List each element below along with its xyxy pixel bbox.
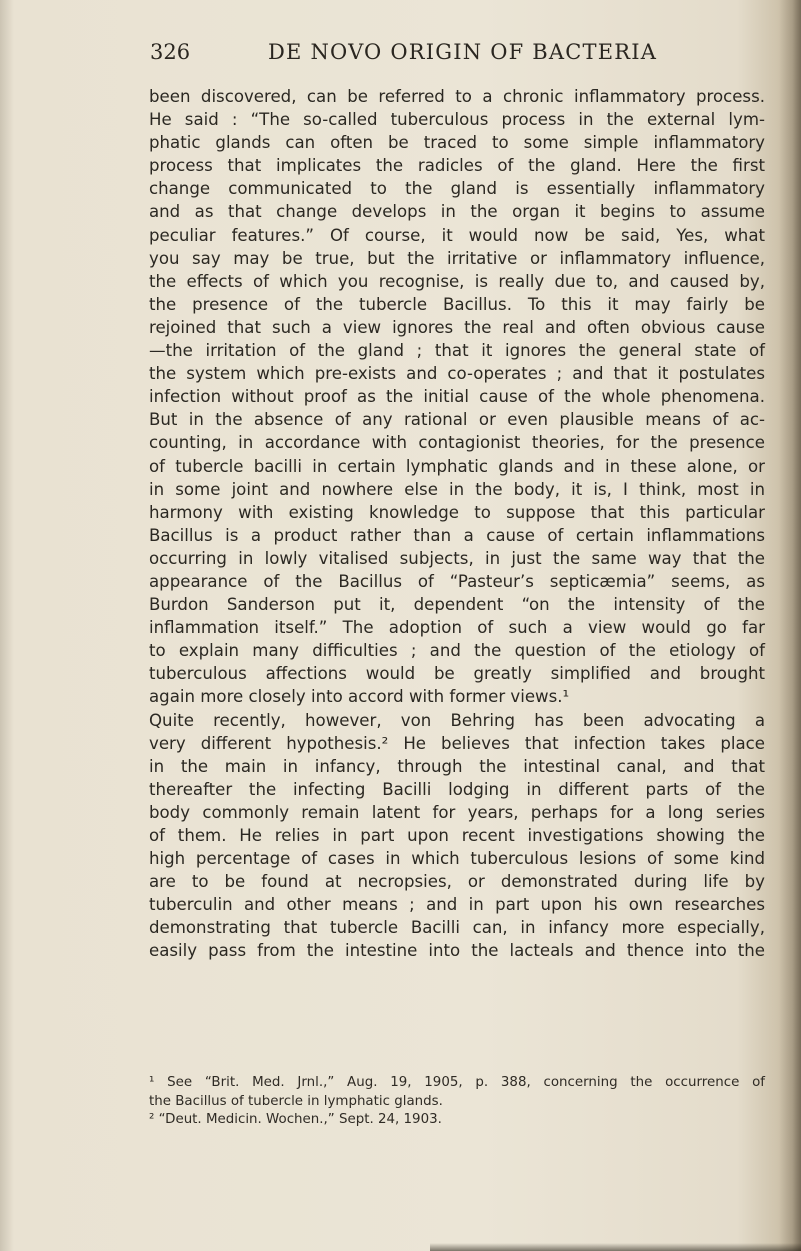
footnote-line: the Bacillus of tubercle in lymphatic glands. (149, 1093, 443, 1109)
text-line: Quite recently, however, von Behring has been advocating a (149, 710, 765, 730)
text-line: He said : “The so-called tuberculous process in the external lym- (149, 110, 765, 130)
text-line: inflammation itself.” The adoption of such a view would go far (149, 618, 765, 638)
page-header (150, 40, 770, 76)
text-line: again more closely into accord with former views.¹ (149, 687, 570, 707)
text-line: the presence of the tubercle Bacillus. To this it may fairly be (149, 294, 765, 314)
text-line: appearance of the Bacillus of “Pasteur’s septicæmia” seems, as (149, 571, 765, 591)
footnote-line: ² “Deut. Medicin. Wochen.,” Sept. 24, 1903. (149, 1112, 442, 1127)
text-line: the system which pre-exists and co-operates ; and that it postulates (149, 364, 765, 384)
text-line: the effects of which you recognise, is really due to, and caused by, (149, 271, 765, 291)
text-line: of tubercle bacilli in certain lymphatic glands and in these alone, or (149, 456, 765, 476)
text-line: Bacillus is a product rather than a cause of certain inflammations (149, 525, 765, 545)
page-left-edge (0, 0, 14, 1251)
text-line: easily pass from the intestine into the lacteals and thence into the (149, 941, 765, 961)
footnotes (149, 1074, 765, 1130)
text-line: high percentage of cases in which tuberculous lesions of some kind (149, 849, 765, 869)
text-line: —the irritation of the gland ; that it ignores the general state of (149, 341, 765, 361)
text-line: are to be found at necropsies, or demonstrated during life by (149, 872, 765, 892)
text-line: tuberculous affections would be greatly simplified and brought (149, 664, 765, 684)
text-line: thereafter the infecting Bacilli lodging in different parts of the (149, 779, 765, 799)
text-line: you say may be true, but the irritative or inflammatory influence, (149, 248, 765, 268)
running-head: DE NOVO ORIGIN OF BACTERIA (268, 40, 658, 64)
text-line: to explain many difficulties ; and the question of the etiology of (149, 641, 765, 661)
text-line: in some joint and nowhere else in the body, it is, I think, most in (149, 479, 765, 499)
text-line: very different hypothesis.² He believes that infection takes place (149, 733, 765, 753)
text-line: body commonly remain latent for years, perhaps for a long series (149, 802, 765, 822)
text-line: phatic glands can often be traced to some simple inflammatory (149, 133, 765, 153)
text-line: been discovered, can be referred to a chronic inflammatory process. (149, 87, 765, 106)
body-text (149, 85, 765, 963)
text-line: But in the absence of any rational or even plausible means of ac- (149, 410, 765, 430)
page-number: 326 (150, 40, 191, 64)
text-line: peculiar features.” Of course, it would now be said, Yes, what (149, 225, 765, 245)
text-line: change communicated to the gland is essentially inflammatory (149, 179, 765, 199)
text-line: harmony with existing knowledge to suppose that this particular (149, 502, 765, 522)
page-spine-shadow (779, 0, 801, 1251)
text-line: tuberculin and other means ; and in part upon his own researches (149, 895, 765, 915)
text-line: of them. He relies in part upon recent investigations showing the (149, 826, 765, 845)
text-line: in the main in infancy, through the intestinal canal, and that (149, 756, 765, 776)
text-line: counting, in accordance with contagionist theories, for the presence (149, 433, 765, 453)
text-line: Burdon Sanderson put it, dependent “on the intensity of the (149, 595, 765, 615)
footnote-line: ¹ See “Brit. Med. Jrnl.,” Aug. 19, 1905, p. 388, concerning the occurrence of (149, 1075, 765, 1090)
text-line: process that implicates the radicles of the gland. Here the first (149, 156, 765, 176)
text-line: occurring in lowly vitalised subjects, in just the same way that the (149, 548, 765, 568)
text-line: and as that change develops in the organ it begins to assume (149, 202, 765, 222)
page-bottom-edge (430, 1243, 801, 1251)
text-line: demonstrating that tubercle Bacilli can, in infancy more especially, (149, 918, 765, 938)
text-line: rejoined that such a view ignores the real and often obvious cause (149, 317, 765, 337)
text-line: infection without proof as the initial cause of the whole phenomena. (149, 387, 765, 407)
